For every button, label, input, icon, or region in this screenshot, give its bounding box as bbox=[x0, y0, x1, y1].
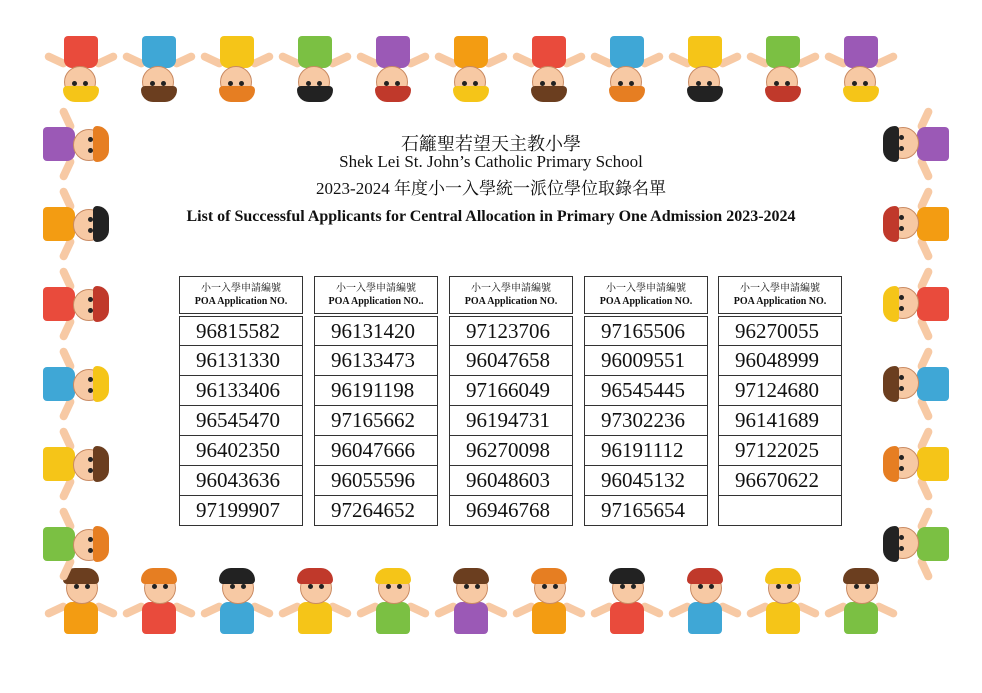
child-figure-icon bbox=[206, 30, 268, 102]
application-number-cell: 96270055 bbox=[718, 316, 842, 346]
list-title-en: List of Successful Applicants for Central Allocation in Primary One Admission 2023-2024 bbox=[186, 208, 796, 225]
table-column bbox=[314, 276, 438, 526]
application-number-cell: 96045132 bbox=[584, 466, 708, 496]
child-figure-icon bbox=[518, 568, 580, 640]
application-number-cell: 97122025 bbox=[718, 436, 842, 466]
application-number-cell: 96055596 bbox=[314, 466, 438, 496]
application-number-cell: 96048999 bbox=[718, 346, 842, 376]
application-number-cell: 96545470 bbox=[179, 406, 303, 436]
child-figure-icon bbox=[37, 273, 109, 335]
application-number-cell: 96270098 bbox=[449, 436, 573, 466]
column-header-en: POA Application NO. bbox=[599, 296, 693, 307]
child-figure-icon bbox=[674, 30, 736, 102]
child-figure-icon bbox=[37, 433, 109, 495]
application-number-cell: 97165506 bbox=[584, 316, 708, 346]
child-figure-icon bbox=[440, 568, 502, 640]
application-number-cell: 96133473 bbox=[314, 346, 438, 376]
child-figure-icon bbox=[752, 568, 814, 640]
child-figure-icon bbox=[883, 273, 955, 335]
child-figure-icon bbox=[883, 433, 955, 495]
child-figure-icon bbox=[37, 513, 109, 575]
school-name-zh: 石籬聖若望天主教小學 bbox=[401, 134, 581, 154]
column-header-en: POA Application NO. bbox=[464, 296, 558, 307]
school-name-en: Shek Lei St. John’s Catholic Primary School bbox=[339, 152, 643, 171]
application-number-cell: 96191112 bbox=[584, 436, 708, 466]
child-figure-icon bbox=[206, 568, 268, 640]
application-number-cell: 97199907 bbox=[179, 496, 303, 526]
column-header-zh: 小一入學申請編號 bbox=[471, 283, 551, 294]
child-figure-icon bbox=[518, 30, 580, 102]
child-figure-icon bbox=[284, 568, 346, 640]
application-number-cell: 97165654 bbox=[584, 496, 708, 526]
list-title-zh: 2023-2024 年度小一入學統一派位學位取錄名單 bbox=[316, 179, 666, 198]
application-number-cell: 96545445 bbox=[584, 376, 708, 406]
application-number-cell: 96043636 bbox=[179, 466, 303, 496]
table-column bbox=[449, 276, 573, 526]
child-figure-icon bbox=[37, 353, 109, 415]
child-figure-icon bbox=[674, 568, 736, 640]
column-header bbox=[179, 276, 303, 314]
application-number-cell: 96009551 bbox=[584, 346, 708, 376]
application-number-cell: 97123706 bbox=[449, 316, 573, 346]
application-number-cell: 96047658 bbox=[449, 346, 573, 376]
column-header-zh: 小一入學申請編號 bbox=[606, 283, 686, 294]
application-number-cell: 96670622 bbox=[718, 466, 842, 496]
application-number-cell: 97264652 bbox=[314, 496, 438, 526]
child-figure-icon bbox=[362, 568, 424, 640]
application-number-cell: 97165662 bbox=[314, 406, 438, 436]
child-figure-icon bbox=[883, 513, 955, 575]
child-figure-icon bbox=[752, 30, 814, 102]
application-number-cell: 96047666 bbox=[314, 436, 438, 466]
column-header bbox=[314, 276, 438, 314]
application-number-cell: 96048603 bbox=[449, 466, 573, 496]
column-header bbox=[449, 276, 573, 314]
column-header-zh: 小一入學申請編號 bbox=[336, 283, 416, 294]
column-header-en: POA Application NO.. bbox=[328, 296, 424, 307]
table-column bbox=[179, 276, 303, 526]
column-header-zh: 小一入學申請編號 bbox=[740, 283, 820, 294]
application-number-cell: 96133406 bbox=[179, 376, 303, 406]
child-figure-icon bbox=[596, 30, 658, 102]
child-figure-icon bbox=[284, 30, 346, 102]
application-number-cell: 96131330 bbox=[179, 346, 303, 376]
column-header-en: POA Application NO. bbox=[733, 296, 827, 307]
table-column bbox=[718, 276, 842, 526]
column-header bbox=[718, 276, 842, 314]
table-column bbox=[584, 276, 708, 526]
child-figure-icon bbox=[128, 568, 190, 640]
child-figure-icon bbox=[50, 30, 112, 102]
application-number-cell: 97302236 bbox=[584, 406, 708, 436]
application-number-cell: 97124680 bbox=[718, 376, 842, 406]
child-figure-icon bbox=[883, 353, 955, 415]
child-figure-icon bbox=[440, 30, 502, 102]
application-number-cell: 96191198 bbox=[314, 376, 438, 406]
application-number-cell: 97166049 bbox=[449, 376, 573, 406]
application-number-cell: 96402350 bbox=[179, 436, 303, 466]
child-figure-icon bbox=[362, 30, 424, 102]
application-number-cell: 96815582 bbox=[179, 316, 303, 346]
application-number-cell: 96946768 bbox=[449, 496, 573, 526]
column-header-zh: 小一入學申請編號 bbox=[201, 283, 281, 294]
child-figure-icon bbox=[830, 568, 892, 640]
application-number-cell bbox=[718, 496, 842, 526]
child-figure-icon bbox=[830, 30, 892, 102]
application-number-cell: 96131420 bbox=[314, 316, 438, 346]
application-number-cell: 96194731 bbox=[449, 406, 573, 436]
column-header-en: POA Application NO. bbox=[194, 296, 288, 307]
column-header bbox=[584, 276, 708, 314]
child-figure-icon bbox=[128, 30, 190, 102]
child-figure-icon bbox=[596, 568, 658, 640]
application-number-cell: 96141689 bbox=[718, 406, 842, 436]
